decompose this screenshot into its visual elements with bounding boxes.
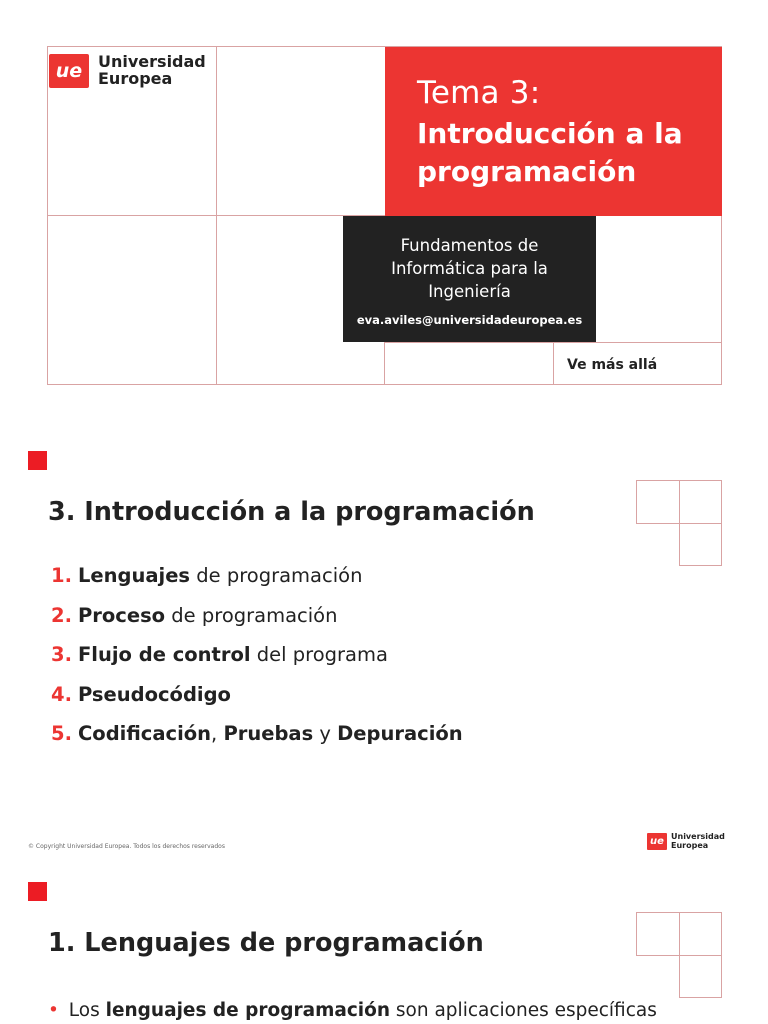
- item-bold: Flujo de control: [77, 643, 251, 666]
- item-bold: Pseudocódigo: [77, 682, 231, 706]
- deco-line: [721, 912, 722, 998]
- logo-line2: Europea: [98, 69, 173, 88]
- deco-line: [679, 565, 722, 566]
- languages-title: 1. Lenguajes de programación: [48, 928, 484, 958]
- logo-wordmark: [98, 54, 206, 88]
- subject-line-1: Fundamentos de: [400, 236, 539, 255]
- item-bold: Depuración: [337, 722, 463, 745]
- agenda-item: [51, 720, 463, 760]
- deco-line: [636, 480, 637, 523]
- corner-grid-decoration: [636, 480, 722, 566]
- item-sep: y: [313, 722, 338, 745]
- item-bold: Codificación: [77, 722, 212, 745]
- bullet-bold: lenguajes de programación: [105, 1000, 391, 1021]
- item-rest: del programa: [250, 643, 388, 666]
- deco-line: [721, 480, 722, 566]
- grid-line: [384, 342, 722, 343]
- item-number: 5.: [51, 722, 72, 745]
- ue-logo-icon: ue: [647, 833, 667, 850]
- logo-wordmark: [671, 833, 725, 850]
- logo-line1: Universidad: [98, 52, 206, 72]
- title-line-1: Introducción a la: [417, 117, 683, 150]
- subject-line-2: Informática para la: [391, 259, 548, 278]
- red-square-marker: [28, 451, 47, 470]
- corner-grid-decoration: [636, 912, 722, 998]
- agenda-title: 3. Introducción a la programación: [48, 497, 535, 527]
- agenda-item: [51, 641, 463, 681]
- item-rest: de programación: [165, 603, 338, 627]
- tema-label: Tema 3:: [417, 75, 541, 111]
- university-logo-small: [647, 833, 725, 850]
- item-bold: Proceso: [77, 603, 166, 627]
- subject-text: [343, 234, 596, 303]
- bullet-pre: Los: [62, 1000, 106, 1021]
- deco-line: [679, 912, 680, 998]
- agenda-item: [51, 602, 463, 642]
- title-box: [385, 47, 722, 216]
- title-line-2: programación: [417, 155, 637, 188]
- university-logo: [49, 54, 206, 88]
- tagline: Ve más allá: [567, 357, 658, 373]
- deco-line: [636, 912, 637, 955]
- agenda-item: [51, 562, 463, 602]
- item-number: 2.: [51, 603, 72, 627]
- item-sep: ,: [211, 722, 224, 745]
- bullet-dot: •: [48, 1000, 59, 1021]
- deco-line: [679, 480, 680, 566]
- agenda-item: [51, 681, 463, 721]
- subject-line-3: Ingeniería: [428, 282, 511, 301]
- item-bold: Pruebas: [223, 722, 314, 745]
- item-bold: Lenguajes: [77, 564, 191, 587]
- copyright-notice: © Copyright Universidad Europea. Todos los derechos reservados: [28, 843, 225, 850]
- agenda-list: [51, 562, 463, 760]
- item-number: 4.: [51, 682, 72, 706]
- logo-line2: Europea: [671, 840, 709, 850]
- ue-logo-icon: ue: [49, 54, 89, 88]
- deco-line: [679, 997, 722, 998]
- title-slide: [47, 46, 722, 385]
- author-email[interactable]: eva.aviles@universidadeuropea.es: [356, 313, 583, 327]
- item-rest: de programación: [190, 564, 363, 587]
- bullet-rest: son aplicaciones específicas: [390, 1000, 657, 1021]
- item-number: 3.: [51, 643, 72, 666]
- logo-line1: Universidad: [671, 832, 725, 842]
- item-number: 1.: [51, 564, 72, 587]
- bullet-item: [48, 1000, 657, 1021]
- subject-box: [343, 216, 596, 342]
- red-square-marker: [28, 882, 47, 901]
